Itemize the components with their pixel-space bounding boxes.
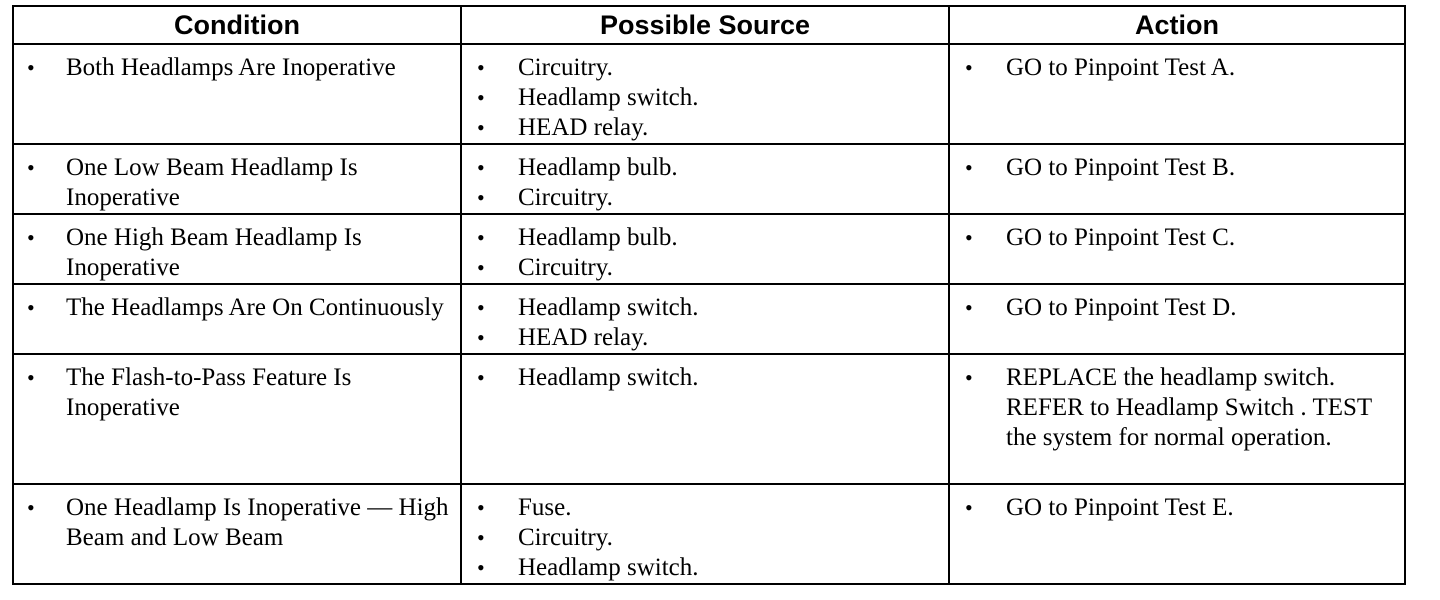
table-row xyxy=(13,214,1405,284)
table-row xyxy=(13,354,1405,484)
table-header xyxy=(13,6,1405,44)
bullet-icon: • xyxy=(965,495,973,520)
bullet-icon: • xyxy=(965,55,973,80)
source-item: • HEAD relay. xyxy=(477,114,649,141)
condition-item: • The Headlamps Are On Continuously xyxy=(27,294,444,321)
table-row xyxy=(13,284,1405,354)
action-item: • GO to Pinpoint Test E. xyxy=(965,494,1234,521)
action-cell xyxy=(949,44,1405,144)
bullet-icon: • xyxy=(27,495,35,520)
bullet-icon: • xyxy=(477,255,485,280)
source-item: • Circuitry. xyxy=(477,254,613,281)
source-item: • Headlamp bulb. xyxy=(477,224,678,251)
source-item: • HEAD relay. xyxy=(477,324,649,351)
bullet-icon: • xyxy=(965,155,973,180)
bullet-icon: • xyxy=(27,225,35,250)
symptom-chart-table xyxy=(12,5,1406,585)
bullet-icon: • xyxy=(477,55,485,80)
source-item: • Fuse. xyxy=(477,494,572,521)
source-item: • Headlamp switch. xyxy=(477,84,699,111)
action-cell xyxy=(949,284,1405,354)
bullet-icon: • xyxy=(27,55,35,80)
source-item: • Circuitry. xyxy=(477,524,613,551)
bullet-icon: • xyxy=(477,185,485,210)
bullet-icon: • xyxy=(27,155,35,180)
source-item: • Headlamp bulb. xyxy=(477,154,678,181)
table-row xyxy=(13,44,1405,144)
bullet-icon: • xyxy=(477,495,485,520)
condition-item: • One High Beam Headlamp Is Inoperative xyxy=(27,224,362,281)
table-row xyxy=(13,484,1405,584)
bullet-icon: • xyxy=(965,225,973,250)
bullet-icon: • xyxy=(27,295,35,320)
possible-source-header: Possible Source xyxy=(461,6,949,44)
condition-cell xyxy=(13,484,461,584)
source-item: • Circuitry. xyxy=(477,184,613,211)
condition-cell xyxy=(13,44,461,144)
action-item: • REPLACE the headlamp switch. REFER to Headlamp Switch . TEST the system for normal operation. xyxy=(965,364,1372,451)
source-item: • Headlamp switch. xyxy=(477,364,699,391)
bullet-icon: • xyxy=(477,325,485,350)
source-item: • Headlamp switch. xyxy=(477,554,699,581)
possible-source-cell xyxy=(461,214,949,284)
possible-source-cell xyxy=(461,284,949,354)
table-body xyxy=(13,44,1405,584)
condition-cell xyxy=(13,284,461,354)
action-cell xyxy=(949,354,1405,484)
condition-item: • One Low Beam Headlamp Is Inoperative xyxy=(27,154,358,211)
bullet-icon: • xyxy=(477,115,485,140)
condition-item: • Both Headlamps Are Inoperative xyxy=(27,54,396,81)
action-cell xyxy=(949,144,1405,214)
bullet-icon: • xyxy=(477,555,485,580)
condition-item: • The Flash-to-Pass Feature Is Inoperative xyxy=(27,364,352,421)
source-item: • Headlamp switch. xyxy=(477,294,699,321)
condition-cell xyxy=(13,214,461,284)
bullet-icon: • xyxy=(477,295,485,320)
bullet-icon: • xyxy=(477,365,485,390)
possible-source-cell xyxy=(461,484,949,584)
bullet-icon: • xyxy=(477,525,485,550)
source-item: • Circuitry. xyxy=(477,54,613,81)
action-item: • GO to Pinpoint Test B. xyxy=(965,154,1236,181)
bullet-icon: • xyxy=(965,365,973,390)
bullet-icon: • xyxy=(477,225,485,250)
condition-cell xyxy=(13,144,461,214)
bullet-icon: • xyxy=(477,85,485,110)
possible-source-cell xyxy=(461,354,949,484)
possible-source-cell xyxy=(461,44,949,144)
action-cell xyxy=(949,214,1405,284)
possible-source-cell xyxy=(461,144,949,214)
bullet-icon: • xyxy=(477,155,485,180)
table-row xyxy=(13,144,1405,214)
bullet-icon: • xyxy=(965,295,973,320)
action-item: • GO to Pinpoint Test A. xyxy=(965,54,1236,81)
condition-header: Condition xyxy=(13,6,461,44)
condition-item: • One Headlamp Is Inoperative — High Beam and Low Beam xyxy=(27,494,449,551)
action-item: • GO to Pinpoint Test C. xyxy=(965,224,1236,251)
bullet-icon: • xyxy=(27,365,35,390)
action-header: Action xyxy=(949,6,1405,44)
action-cell xyxy=(949,484,1405,584)
action-item: • GO to Pinpoint Test D. xyxy=(965,294,1237,321)
condition-cell xyxy=(13,354,461,484)
